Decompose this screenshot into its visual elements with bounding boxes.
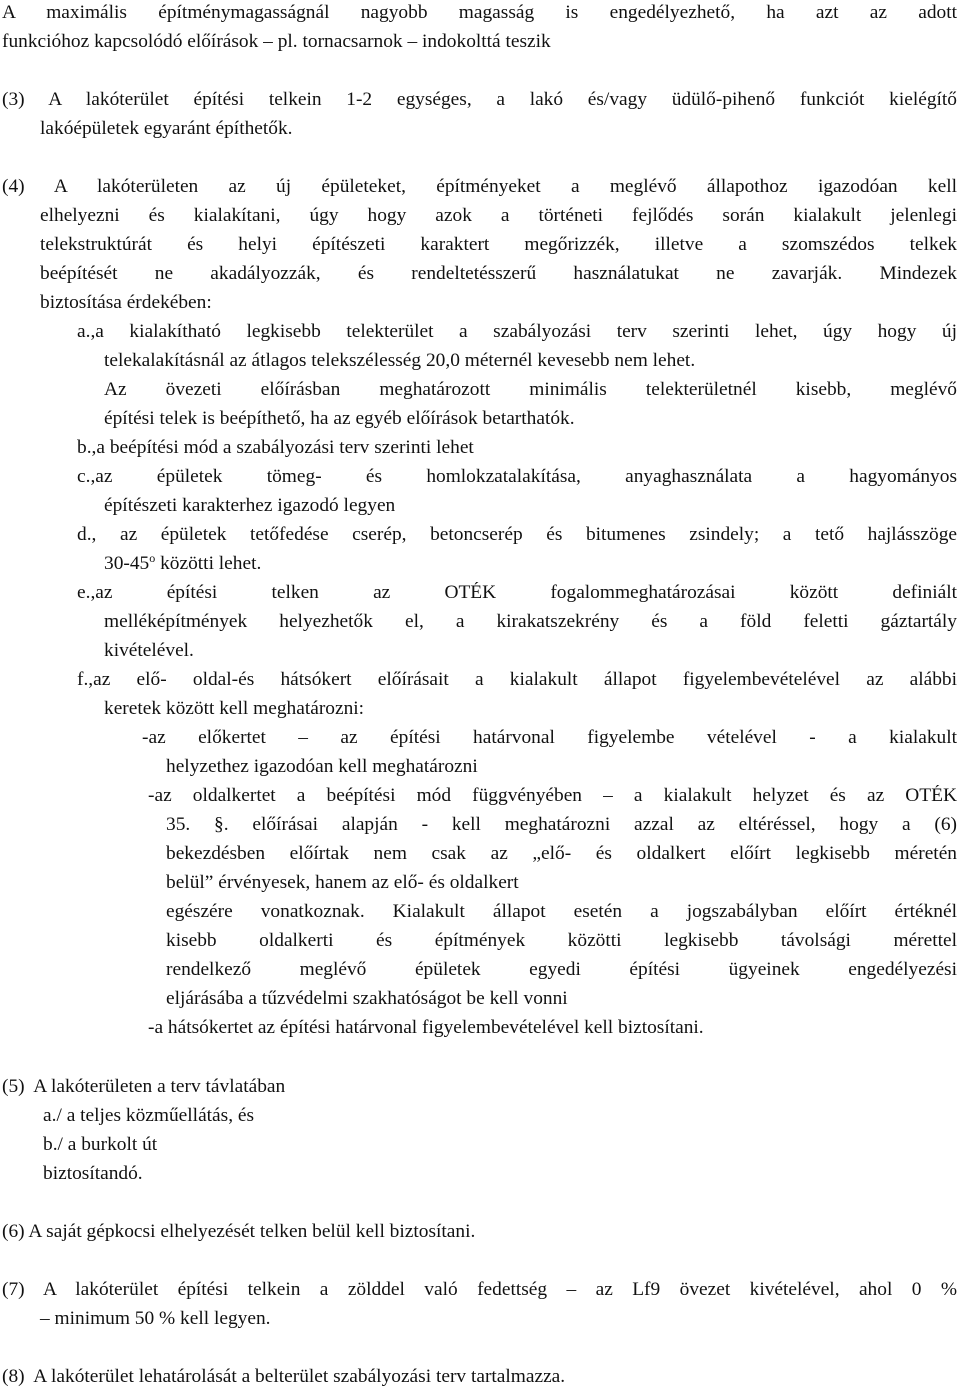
item-f-line-2: keretek között kell meghatározni: xyxy=(104,698,365,719)
item-b: b.,a beépítési mód a szabályozási terv szerinti lehet xyxy=(77,437,474,458)
degree-mark: o xyxy=(149,551,156,565)
rear-yard-line: -a hátsókertet az építési határvonal figyelembevételével kell biztosítani. xyxy=(148,1017,704,1038)
item-d-angle-range: 30-45 xyxy=(104,553,150,574)
side-yard-line-6: kisebb oldalkerti és építmények közötti legkisebb távolsági mérettel xyxy=(166,930,957,951)
item-d-line-1: d., az épületek tetőfedése cserép, betoncserép és bitumenes zsindely; a tető hajlásszöge xyxy=(77,524,957,545)
section-5-line-3: b./ a burkolt út xyxy=(43,1134,158,1155)
section-4-line-4: beépítését ne akadályozzák, és rendeltetésszerű használatukat ne zavarják. Mindezek xyxy=(40,263,957,284)
section-6: (6) A saját gépkocsi elhelyezését telken belül kell biztosítani. xyxy=(2,1221,476,1242)
section-5-line-1: (5) A lakóterületen a terv távlatában xyxy=(2,1076,286,1097)
item-a-line-2: telekalakításnál az átlagos telekszélesség 20,0 méternél kevesebb nem lehet. xyxy=(104,350,696,371)
section-3-line-1: (3) A lakóterület építési telkein 1-2 egységes, a lakó és/vagy üdülő-pihenő funkciót kielégítő xyxy=(2,89,957,110)
front-yard-line-1: -az előkertet – az építési határvonal figyelembe vételével - a kialakult xyxy=(142,727,957,748)
item-a-note-line-2: építési telek is beépíthető, ha az egyéb előírások betarthatók. xyxy=(104,408,575,429)
section-4-line-3: telekstruktúrát és helyi építészeti karaktert megőrizzék, illetve a szomszédos telkek xyxy=(40,234,957,255)
side-yard-line-8: eljárásába a tűzvédelmi szakhatóságot be kell vonni xyxy=(166,988,568,1009)
item-c-line-1: c.,az épületek tömeg- és homlokzatalakítása, anyaghasználata a hagyományos xyxy=(77,466,957,487)
item-d-line-2-tail: közötti lehet. xyxy=(155,553,262,574)
item-e-line-2: melléképítmények helyezhetők el, a kirakatszekrény és a föld feletti gáztartály xyxy=(104,611,957,632)
item-e-line-1: e.,az építési telken az OTÉK fogalommeghatározásai között definiált xyxy=(77,582,957,603)
side-yard-line-5: egészére vonatkoznak. Kialakult állapot esetén a jogszabályban előírt értéknél xyxy=(166,901,957,922)
front-yard-line-2: helyzethez igazodóan kell meghatározni xyxy=(166,756,478,777)
item-c-line-2: építészeti karakterhez igazodó legyen xyxy=(104,495,396,516)
item-d-line-2 xyxy=(104,553,261,575)
side-yard-line-1: -az oldalkertet a beépítési mód függvényében – a kialakult helyzet és az OTÉK xyxy=(148,785,957,806)
section-4-line-2: elhelyezni és kialakítani, úgy hogy azok a történeti fejlődés során kialakult jelenlegi xyxy=(40,205,957,226)
side-yard-line-4: belül” érvényesek, hanem az elő- és oldalkert xyxy=(166,872,519,893)
section-3-line-2: lakóépületek egyaránt építhetők. xyxy=(40,118,293,139)
section-4-line-1: (4) A lakóterületen az új épületeket, építményeket a meglévő állapothoz igazodóan kell xyxy=(2,176,957,197)
intro-line-1: A maximális építménymagasságnál nagyobb magasság is engedélyezhető, ha azt az adott xyxy=(2,2,957,23)
item-f-line-1: f.,az elő- oldal-és hátsókert előírásait a kialakult állapot figyelembevételével az alábbi xyxy=(77,669,957,690)
item-a-line-1: a.,a kialakítható legkisebb telekterület a szabályozási terv szerinti lehet, úgy hogy új xyxy=(77,321,957,342)
section-4-line-5: biztosítása érdekében: xyxy=(40,292,212,313)
intro-line-2: funkcióhoz kapcsolódó előírások – pl. tornacsarnok – indokolttá teszik xyxy=(2,31,551,52)
side-yard-line-3: bekezdésben előírtak nem csak az „elő- és oldalkert előírt legkisebb méretén xyxy=(166,843,957,864)
side-yard-line-7: rendelkező meglévő épületek egyedi építési ügyeinek engedélyezési xyxy=(166,959,957,980)
section-7-line-1: (7) A lakóterület építési telkein a zölddel való fedettség – az Lf9 övezet kivételével, ahol 0 % xyxy=(2,1279,957,1300)
side-yard-line-2: 35. §. előírásai alapján - kell meghatározni azzal az eltéréssel, hogy a (6) xyxy=(166,814,957,835)
item-a-note-line-1: Az övezeti előírásban meghatározott minimális telekterületnél kisebb, meglévő xyxy=(104,379,957,400)
item-e-line-3: kivételével. xyxy=(104,640,194,661)
section-5-line-4: biztosítandó. xyxy=(43,1163,143,1184)
section-8: (8) A lakóterület lehatárolását a belterület szabályozási terv tartalmazza. xyxy=(2,1366,566,1387)
section-7-line-2: – minimum 50 % kell legyen. xyxy=(40,1308,271,1329)
section-5-line-2: a./ a teljes közműellátás, és xyxy=(43,1105,255,1126)
